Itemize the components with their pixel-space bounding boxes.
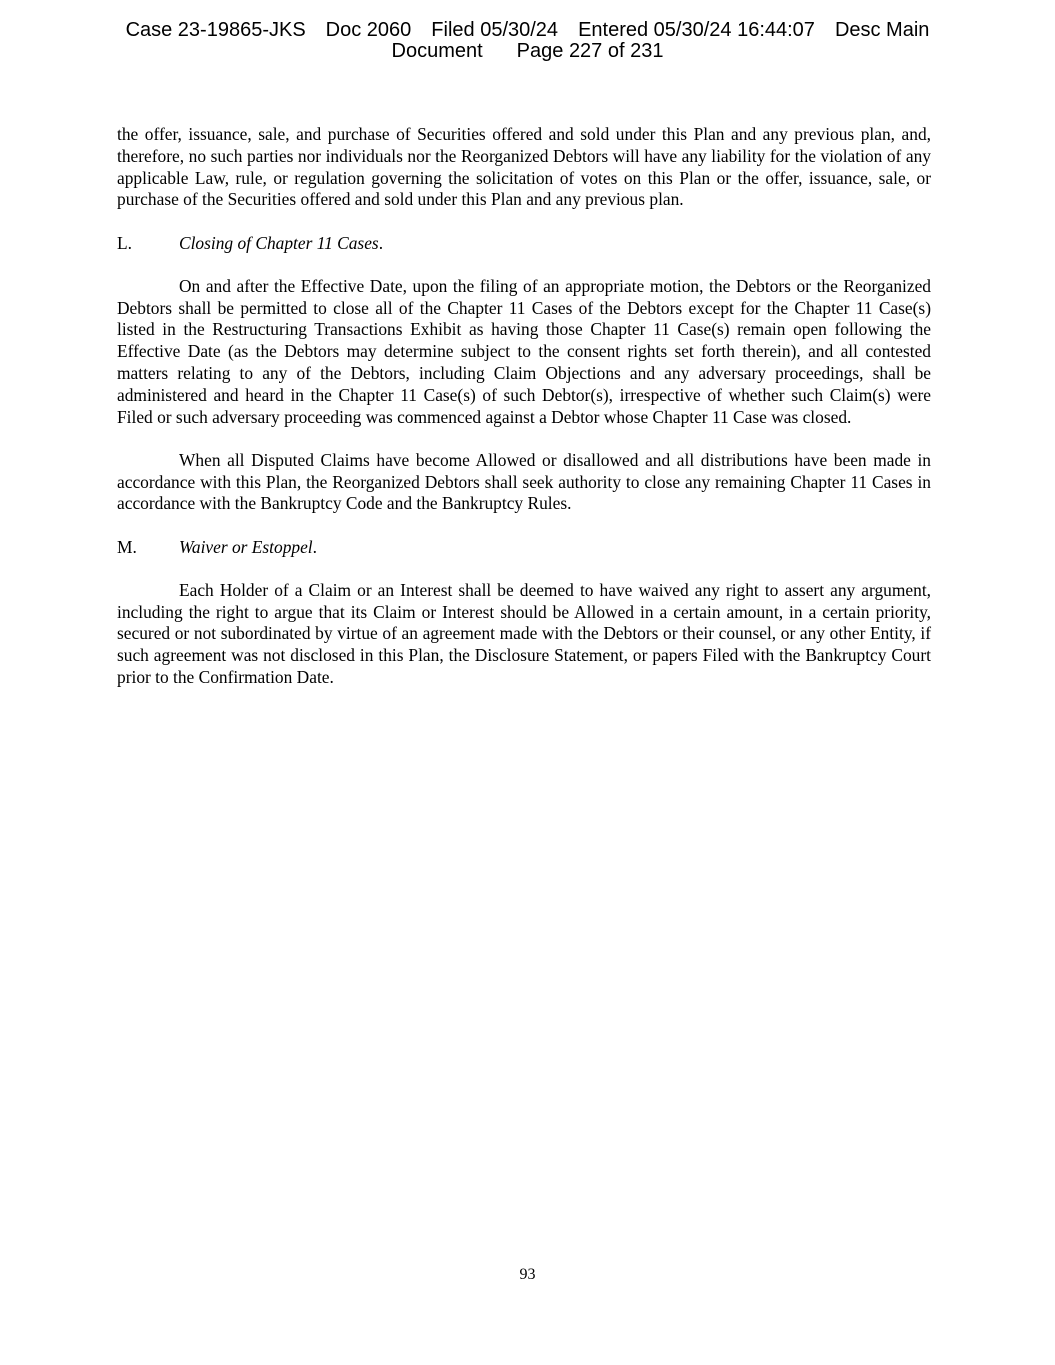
header-filed: Filed 05/30/24 xyxy=(431,19,559,41)
header-desc: Desc Main xyxy=(834,19,930,41)
paragraph-disputed-claims: When all Disputed Claims have become Allowed or disallowed and all distributions have been made in accordance with this Plan, the Reorganized Debtors shall seek authority to close any remaining Chapter 11 Cases in accordance with the Bankruptcy Code and the Bankruptcy Rules. xyxy=(117,449,931,514)
section-letter-l: L. xyxy=(117,232,132,253)
paragraph-continuation: the offer, issuance, sale, and purchase of Securities offered and sold under this Plan and any previous plan, and, therefore, no such parties nor individuals nor the Reorganized Debtors will have any liability for the violation of any applicable Law, rule, or regulation governing the solicitation of votes on this Plan or the offer, issuance, sale, or purchase of the Securities offered and sold under this Plan and any previous plan. xyxy=(117,124,931,210)
section-letter-m: M. xyxy=(117,536,137,557)
header-doc: Doc 2060 xyxy=(325,19,412,41)
document-body xyxy=(117,124,931,710)
page-number: 93 xyxy=(519,1266,536,1283)
header-page: Page 227 of 231 xyxy=(516,40,664,62)
header-case: Case 23-19865-JKS xyxy=(125,19,306,41)
section-heading-l xyxy=(117,233,931,255)
section-heading-m xyxy=(117,537,931,559)
paragraph-waiver: Each Holder of a Claim or an Interest shall be deemed to have waived any right to assert any argument, including the right to argue that its Claim or Interest should be Allowed in a certain amount, in a certain priority, secured or not subordinated by virtue of an agreement made with the Debtors or their counsel, or any other Entity, if such agreement was not disclosed in this Plan, the Disclosure Statement, or papers Filed with the Bankruptcy Court prior to the Confirmation Date. xyxy=(117,579,931,687)
header-entered: Entered 05/30/24 16:44:07 xyxy=(578,19,815,41)
header-line-1 xyxy=(0,20,1055,41)
section-title-l-punct: . xyxy=(378,232,384,253)
header-document: Document xyxy=(391,40,483,62)
header-line-2 xyxy=(0,41,1055,62)
paragraph-closing-cases: On and after the Effective Date, upon the filing of an appropriate motion, the Debtors or the Reorganized Debtors shall be permitted to close all of the Chapter 11 Cases of the Debtors except for the Chapter 11 Case(s) listed in the Restructuring Transactions Exhibit as having those Chapter 11 Case(s) remain open following the Effective Date (as the Debtors may determine subject to the consent rights set forth therein), and all contested matters relating to any of the Debtors, including Claim Objections and any adversary proceedings, shall be administered and heard in the Chapter 11 Case(s) of such Debtor(s), irrespective of whether such Claim(s) were Filed or such adversary proceeding was commenced against a Debtor whose Chapter 11 Case was closed. xyxy=(117,275,931,427)
section-title-m: Waiver or Estoppel xyxy=(179,536,313,557)
section-title-m-punct: . xyxy=(312,536,317,557)
section-title-l: Closing of Chapter 11 Cases xyxy=(179,232,379,253)
court-filing-header xyxy=(0,20,1055,62)
